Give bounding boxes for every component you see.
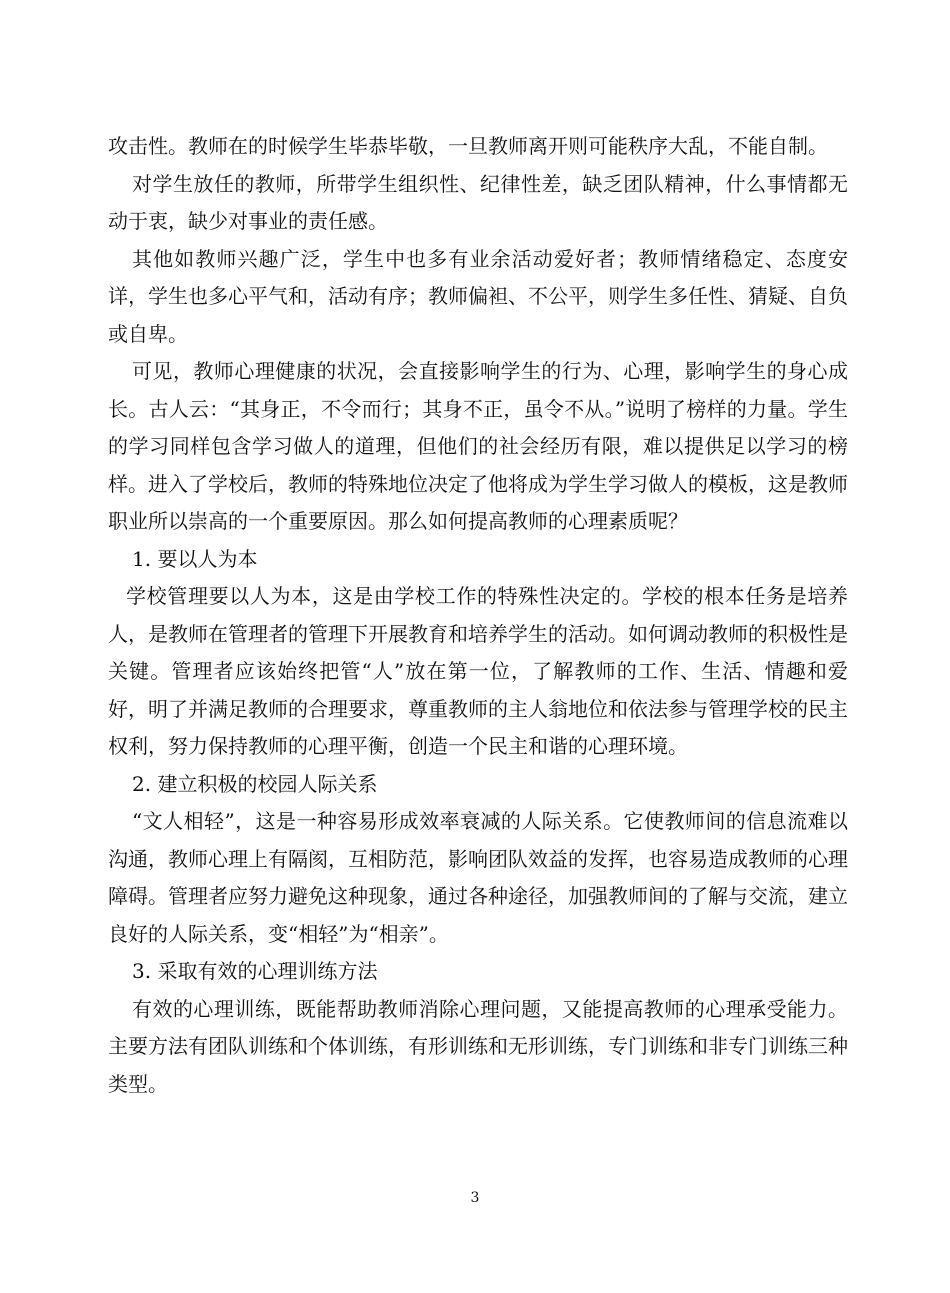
heading-training: 3. 采取有效的心理训练方法 — [132, 959, 378, 983]
page-number: 3 — [470, 1190, 480, 1206]
heading-people-oriented: 1. 要以人为本 — [132, 546, 258, 571]
paragraph-other-traits: 其他如教师兴趣广泛，学生中也多有业余活动爱好者；教师情绪稳定、态度安详，学生也多心平气和，活动有序；教师偏袒、不公平，则学生多任性、猜疑、自负或自卑。 — [108, 246, 848, 346]
document-body — [108, 128, 848, 1103]
heading-relationships: 2. 建立积极的校园人际关系 — [132, 771, 378, 796]
paragraph-continuation: 攻击性。教师在的时候学生毕恭毕敬，一旦教师离开则可能秩序大乱，不能自制。 — [108, 134, 828, 158]
paragraph-people-oriented: 学校管理要以人为本，这是由学校工作的特殊性决定的。学校的根本任务是培养人，是教师在管理者的管理下开展教育和培养学生的活动。如何调动教师的积极性是关键。管理者应该始终把管“人”放在第一位，了解教师的工作、生活、情趣和爱好，明了并满足教师的合理要求，尊重教师的主人翁地位和依法参与管理学校的民主权利，努力保持教师的心理平衡，创造一个民主和谐的心理环境。 — [108, 584, 848, 758]
paragraph-relationships: “文人相轻”，这是一种容易形成效率衰减的人际关系。它使教师间的信息流难以沟通，教师心理上有隔阂，互相防范，影响团队效益的发挥，也容易造成教师的心理障碍。管理者应努力避免这种现象，通过各种途径，加强教师间的了解与交流，建立良好的人际关系，变“相轻”为“相亲”。 — [108, 809, 848, 946]
paragraph-conclusion: 可见，教师心理健康的状况，会直接影响学生的行为、心理，影响学生的身心成长。古人云：“其身正，不令而行；其身不正，虽令不从。”说明了榜样的力量。学生的学习同样包含学习做人的道理，但他们的社会经历有限，难以提供足以学习的榜样。进入了学校后，教师的特殊地位决定了他将成为学生学习做人的模板，这是教师职业所以崇高的一个重要原因。那么如何提高教师的心理素质呢？ — [108, 359, 848, 533]
paragraph-training: 有效的心理训练，既能帮助教师消除心理问题，又能提高教师的心理承受能力。主要方法有团队训练和个体训练，有形训练和无形训练，专门训练和非专门训练三种类型。 — [108, 996, 848, 1096]
paragraph-permissive-teacher: 对学生放任的教师，所带学生组织性、纪律性差，缺乏团队精神，什么事情都无动于衷，缺少对事业的责任感。 — [108, 171, 848, 233]
